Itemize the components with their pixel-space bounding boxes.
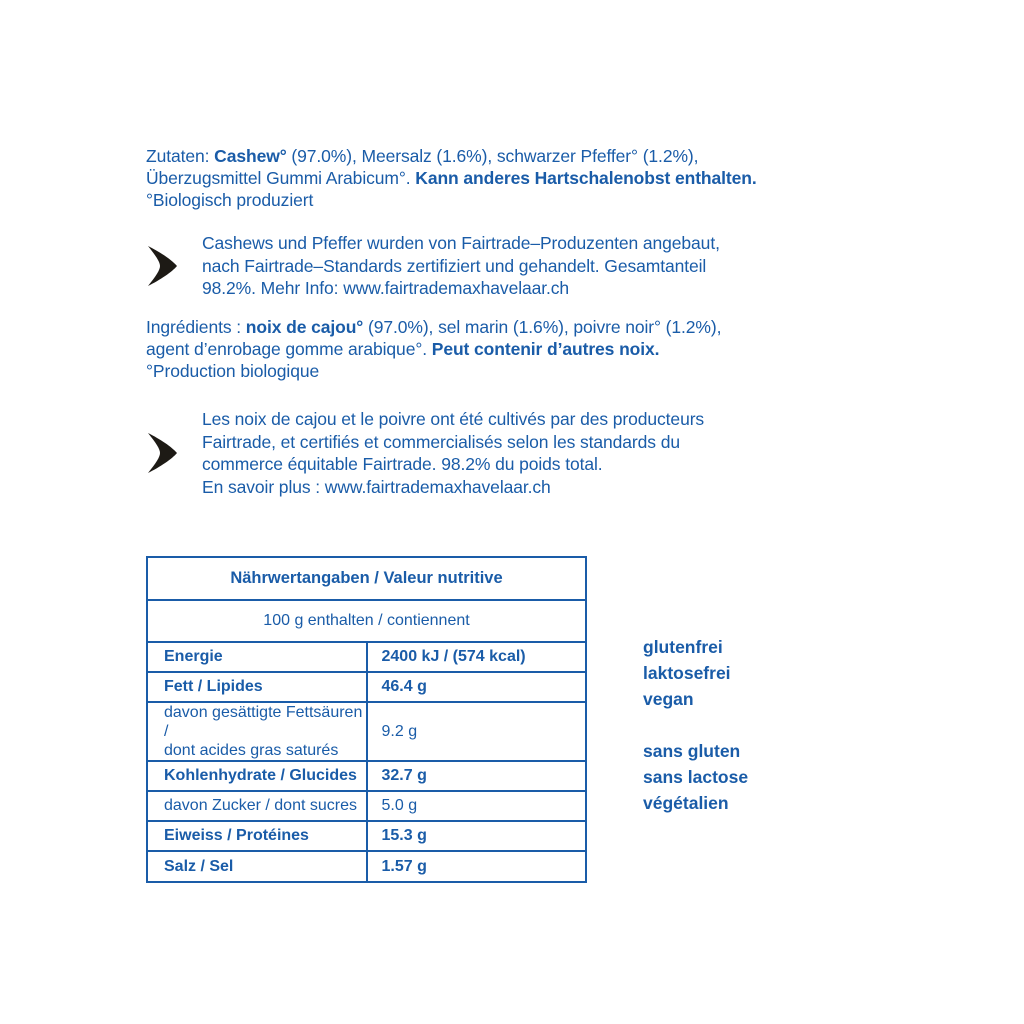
fairtrade-note-french (146, 408, 906, 498)
fairtrade-french-line3: commerce équitable Fairtrade. 98.2% du poids total. (202, 454, 603, 474)
ingredients-german-allergen-warning: Kann anderes Hartschalenobst enthalten. (415, 168, 757, 188)
diet-claim-vegetalien: végétalien (643, 793, 729, 813)
arrow-right-icon (146, 431, 178, 475)
fairtrade-french-line4: En savoir plus : www.fairtrademaxhavelaar.ch (202, 476, 551, 497)
fairtrade-note-german (146, 232, 906, 300)
diet-claim-glutenfrei: glutenfrei (643, 637, 723, 657)
nutrition-table-basis-row (148, 600, 585, 642)
fairtrade-french-line2: Fairtrade, et certifiés et commercialisés selon les standards du (202, 431, 680, 452)
diet-claim-sans-gluten: sans gluten (643, 741, 741, 761)
diet-claims-german (643, 634, 748, 712)
diet-claim-vegan: vegan (643, 689, 694, 709)
ingredients-german-line1-rest: (97.0%), Meersalz (1.6%), schwarzer Pfeffer° (1.2%), (286, 146, 699, 166)
nutrient-label-saturated-fat (148, 702, 367, 761)
nutrition-table-title-row (148, 558, 585, 600)
ingredients-german-organic-note: °Biologisch produziert (146, 190, 314, 210)
ingredients-french-organic-note: °Production biologique (146, 361, 320, 381)
table-row (148, 672, 585, 702)
nutrient-label-eiweiss: Eiweiss / Protéines (148, 821, 367, 851)
nutrient-value-salz: 1.57 g (367, 851, 586, 881)
nutrient-value-saturated-fat: 9.2 g (367, 702, 586, 761)
ingredients-german-line1-prefix: Zutaten: (146, 146, 215, 166)
fairtrade-french-line1: Les noix de cajou et le poivre ont été cultivés par des producteurs (202, 409, 705, 429)
table-row (148, 851, 585, 881)
table-row (148, 791, 585, 821)
nutrient-value-zucker: 5.0 g (367, 791, 586, 821)
nutrient-label-kohlenhydrate: Kohlenhydrate / Glucides (148, 761, 367, 791)
diet-claims-french (643, 738, 748, 816)
ingredients-german (146, 145, 896, 211)
nutrient-label-fett: Fett / Lipides (148, 672, 367, 702)
ingredients-french-line2-prefix: agent d’enrobage gomme arabique°. (146, 339, 432, 359)
table-row (148, 821, 585, 851)
nutrient-label-zucker: davon Zucker / dont sucres (148, 791, 367, 821)
nutrient-value-fett: 46.4 g (367, 672, 586, 702)
diet-claims (643, 634, 748, 816)
fairtrade-german-line3: 98.2%. Mehr Info: www.fairtrademaxhavelaar.ch (202, 278, 570, 298)
nutrition-table-basis: 100 g enthalten / contiennent (148, 600, 585, 642)
arrow-right-icon (146, 244, 178, 288)
diet-claim-sans-lactose: sans lactose (643, 767, 749, 787)
ingredients-german-allergen-cashew: Cashew° (214, 146, 287, 166)
nutrient-value-kohlenhydrate: 32.7 g (367, 761, 586, 791)
ingredients-french (146, 316, 896, 382)
table-row (148, 642, 585, 672)
table-row (148, 761, 585, 791)
nutrient-label-saturated-fat-line1: davon gesättigte Fettsäuren / (164, 704, 363, 740)
ingredients-french-allergen-warning: Peut contenir d’autres noix. (431, 339, 660, 359)
ingredients-french-allergen-cashew: noix de cajou° (245, 317, 364, 337)
fairtrade-german-text (202, 232, 906, 300)
nutrient-label-energie: Energie (148, 642, 367, 672)
ingredients-french-line1-rest: (97.0%), sel marin (1.6%), poivre noir° (1.2%), (363, 317, 722, 337)
ingredients-german-line2-prefix: Überzugsmittel Gummi Arabicum°. (146, 168, 416, 188)
nutrient-value-energie: 2400 kJ / (574 kcal) (367, 642, 586, 672)
fairtrade-german-line1: Cashews und Pfeffer wurden von Fairtrade–Produzenten angebaut, (202, 233, 720, 253)
nutrient-label-saturated-fat-line2: dont acides gras saturés (164, 742, 339, 759)
diet-claim-laktosefrei: laktosefrei (643, 663, 731, 683)
nutrition-table (146, 556, 587, 883)
fairtrade-french-text (202, 408, 906, 498)
nutrient-value-eiweiss: 15.3 g (367, 821, 586, 851)
fairtrade-german-line2: nach Fairtrade–Standards zertifiziert und gehandelt. Gesamtanteil (202, 255, 707, 276)
nutrition-table-title: Nährwertangaben / Valeur nutritive (148, 558, 585, 600)
ingredients-french-line1-prefix: Ingrédients : (146, 317, 246, 337)
nutrient-label-salz: Salz / Sel (148, 851, 367, 881)
table-row (148, 702, 585, 761)
